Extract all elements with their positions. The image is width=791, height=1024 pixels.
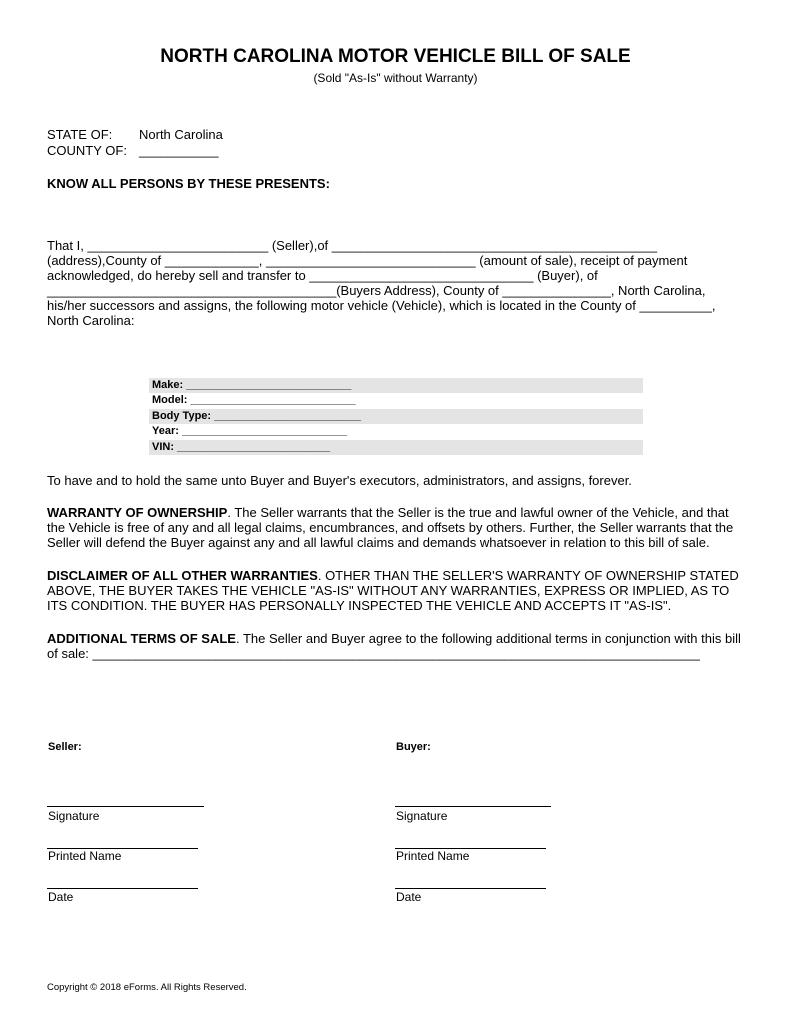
know-all-heading: KNOW ALL PERSONS BY THESE PRESENTS: [47, 176, 330, 191]
seller-label: Seller: [48, 741, 82, 753]
buyer-signature-line[interactable] [395, 806, 551, 807]
to-have-clause: To have and to hold the same unto Buyer and Buyer's executors, administrators, and assigns, forever. [47, 473, 632, 488]
buyer-date-line[interactable] [395, 888, 546, 889]
seller-signature-line[interactable] [47, 806, 204, 807]
vehicle-details-box [149, 378, 643, 455]
county-label: COUNTY OF: [47, 143, 127, 158]
seller-date-line[interactable] [47, 888, 198, 889]
warranty-line: WARRANTY OF OWNERSHIP. The Seller warrants that the Seller is the true and lawful owner of the Vehicle, and that [47, 505, 729, 520]
buyer-signature-label: Signature [396, 809, 448, 823]
intro-line: acknowledged, do hereby sell and transfer to _______________________________ (Buyer), of [47, 268, 598, 283]
buyer-label: Buyer: [396, 741, 431, 753]
warranty-heading: WARRANTY OF OWNERSHIP [47, 505, 228, 520]
document-subtitle: (Sold "As-Is" without Warranty) [313, 71, 478, 85]
buyer-date-label: Date [396, 890, 422, 904]
vehicle-year-field[interactable]: Year: ___________________________ [152, 425, 348, 438]
disclaimer-line: ITS CONDITION. THE BUYER HAS PERSONALLY INSPECTED THE VEHICLE AND ACCEPTS IT "AS-IS". [47, 598, 672, 613]
warranty-line: Seller will defend the Buyer against any and all lawful claims and demands whatsoever in relation to this bill of sale. [47, 535, 710, 550]
intro-line: That I, _________________________ (Seller),of _____________________________________________ [47, 238, 658, 253]
document-title: NORTH CAROLINA MOTOR VEHICLE BILL OF SALE [160, 46, 631, 67]
disclaimer-heading: DISCLAIMER OF ALL OTHER WARRANTIES [47, 568, 318, 583]
vehicle-make-field[interactable]: Make: ___________________________ [149, 378, 643, 393]
intro-line: (address),County of _____________, _____________________________ (amount of sale), receipt of payment [47, 253, 688, 268]
intro-line: ________________________________________(Buyers Address), County of _______________, North Carolina, [47, 283, 706, 298]
state-value[interactable]: North Carolina [139, 127, 223, 142]
county-value[interactable]: ___________ [139, 143, 219, 158]
warranty-line: the Vehicle is free of any and all legal claims, encumbrances, and offsets by others. Further, the Seller warrants that the [47, 520, 734, 535]
state-label: STATE OF: [47, 127, 113, 142]
seller-printed-name-label: Printed Name [48, 849, 122, 863]
buyer-printed-name-label: Printed Name [396, 849, 470, 863]
vehicle-model-field[interactable]: Model: ___________________________ [152, 394, 356, 407]
seller-signature-label: Signature [48, 809, 100, 823]
disclaimer-line: ABOVE, THE BUYER TAKES THE VEHICLE "AS-IS" WITHOUT ANY WARRANTIES, EXPRESS OR IMPLIED, AS TO [47, 583, 730, 598]
seller-date-label: Date [48, 890, 74, 904]
vehicle-body-type-field[interactable]: Body Type: ________________________ [149, 409, 643, 424]
additional-terms-line: ADDITIONAL TERMS OF SALE. The Seller and Buyer agree to the following additional terms in conjunction with this bill [47, 631, 741, 646]
copyright-notice: Copyright © 2018 eForms. All Rights Reserved. [47, 982, 247, 993]
additional-terms-field[interactable]: of sale: ____________________________________________________________________________________ [47, 646, 700, 661]
intro-line: his/her successors and assigns, the following motor vehicle (Vehicle), which is located in the County of __________, [47, 298, 716, 313]
disclaimer-line: DISCLAIMER OF ALL OTHER WARRANTIES. OTHER THAN THE SELLER'S WARRANTY OF OWNERSHIP STATED [47, 568, 739, 583]
vehicle-vin-field[interactable]: VIN: _________________________ [149, 440, 643, 455]
additional-terms-heading: ADDITIONAL TERMS OF SALE [47, 631, 236, 646]
intro-line: North Carolina: [47, 313, 135, 328]
